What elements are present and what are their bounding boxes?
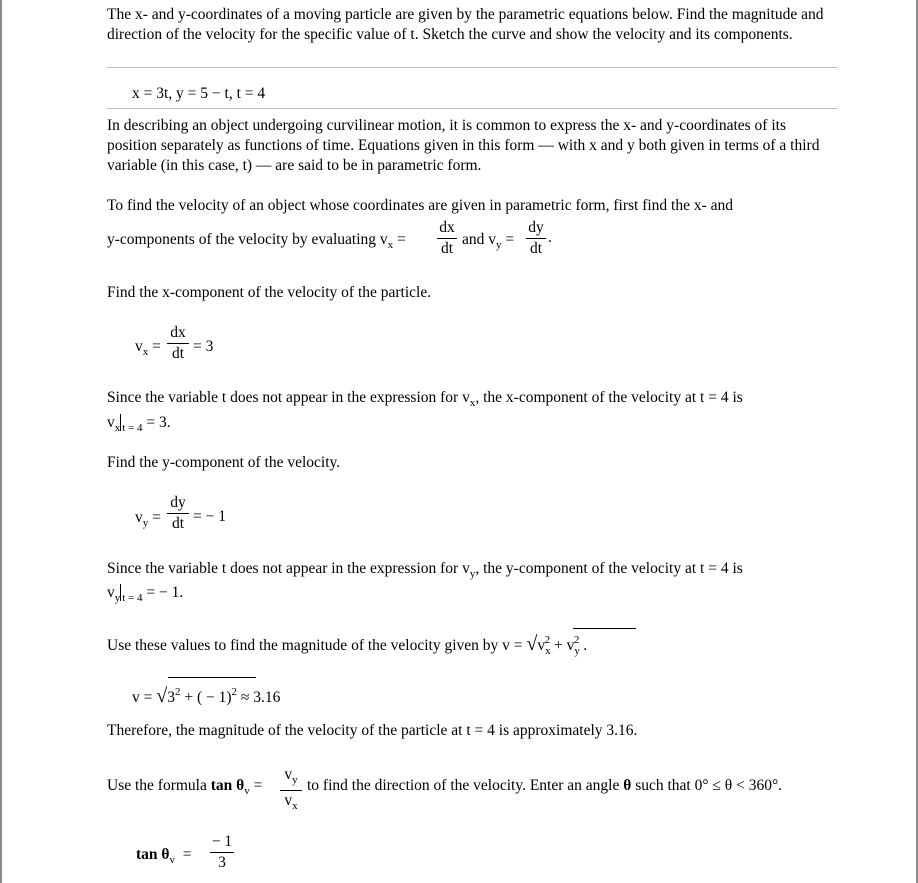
problem-statement: The x- and y-coordinates of a moving particle are given by the parametric equations below. Find the magnitude and direction of the velocity for the specific value of t. Sketch the curve and show the velocity and its components. [107,6,824,43]
vy-fraction: $\frac{dy}{dt}$ [167,494,189,533]
tan-fraction [210,833,234,872]
magnitude-lead-text: Use these values to find the magnitude of the velocity given by v = [107,637,523,654]
therefore-text: Therefore, the magnitude of the velocity of the particle at t = 4 is approximately 3.16. [107,722,638,739]
formula-line: Use the formula $\tan \theta_v$ = [107,777,263,797]
since-y-text-1: Since the variable t does not appear in the expression for v [107,560,470,577]
velocity-lead-line-2: y-components of the velocity by evaluating $v_x$ = [107,231,406,251]
and-text: and v [462,231,497,248]
sqrt-bar [168,677,256,678]
vy-value: = − 1. [146,584,184,601]
since-y-text-2: , the y-component of the velocity at t = 4 is [475,560,743,577]
theta-symbol: θ [623,777,632,794]
since-y-line: Since the variable t does not appear in the expression for $v_y$, the y-component of the velocity at t = 4 is [107,560,743,580]
period: . [548,229,552,246]
dx-dt-fraction: $\frac{dx}{dt}$ [437,219,457,258]
formula-lead: Use the formula [107,777,207,794]
since-x-text-1: Since the variable t does not appear in the expression for v [107,389,470,406]
formula-tail-line [307,776,782,796]
velocity-lead-text: y-components of the velocity by evaluating v [107,231,388,248]
vy-vx-fraction: $\frac{v_y}{v_x}$ [280,766,302,815]
vx-value: = 3. [146,414,171,431]
magnitude-expr-text: v = [132,689,153,706]
vy-label: $v_y$ = [135,509,161,529]
formula-tail: to find the direction of the velocity. Enter an angle [307,777,620,794]
and-vy: and $v_y$ = [462,231,515,251]
vx-result: = 3 [193,338,214,355]
dy-dt-fraction: $\frac{dy}{dt}$ [526,219,546,258]
since-x-text-2: , the x-component of the velocity at t = 4 is [475,389,743,406]
vx-label: $v_x$ = [135,338,161,358]
vx-evaluated: $v_x$ $_{t = 4}$ = 3. [107,414,171,434]
tan-equation-label: $\tan \theta_v$ = [136,846,192,866]
vy-evaluated: $v_y$ $_{t = 4}$ = − 1. [107,584,184,604]
tan-label: tan θ [210,777,245,794]
magnitude-approx: ≈ 3.16 [240,689,281,706]
velocity-lead-line-1: To find the velocity of an object whose coordinates are given in parametric form, first find the x- and [107,197,734,214]
magnitude-lead: Use these values to find the magnitude of the velocity given by $v = √v_x^2 + v_y^2$ . [107,633,588,657]
tan-numerator: − 1 [210,833,234,853]
vy-result: = − 1 [193,508,226,525]
find-x-text: Find the x-component of the velocity of the particle. [107,284,432,301]
since-x-line: Since the variable t does not appear in the expression for $v_x$, the x-component of the velocity at t = 4 is [107,389,743,409]
intro-paragraph: In describing an object undergoing curvilinear motion, it is common to express the x- and y-coordinates of its position separately as functions of time. Equations given in this form — with x and y both given in terms of a third variable (in this case, t) — are said to be in parametric form. [107,117,820,174]
divider [107,67,838,68]
sqrt-bar [573,628,636,629]
tan-denominator: 3 [218,854,226,871]
vx-fraction: $\frac{dx}{dt}$ [167,324,189,363]
divider [107,108,838,109]
find-y-text: Find the y-component of the velocity. [107,454,341,471]
magnitude-expression: $v = √3^2$ + ( − 1)$^2$ ≈ 3.16 [132,685,281,707]
parametric-equations: x = 3t, y = 5 − t, t = 4 [132,85,266,102]
angle-range: such that 0° ≤ θ < 360°. [635,777,783,794]
